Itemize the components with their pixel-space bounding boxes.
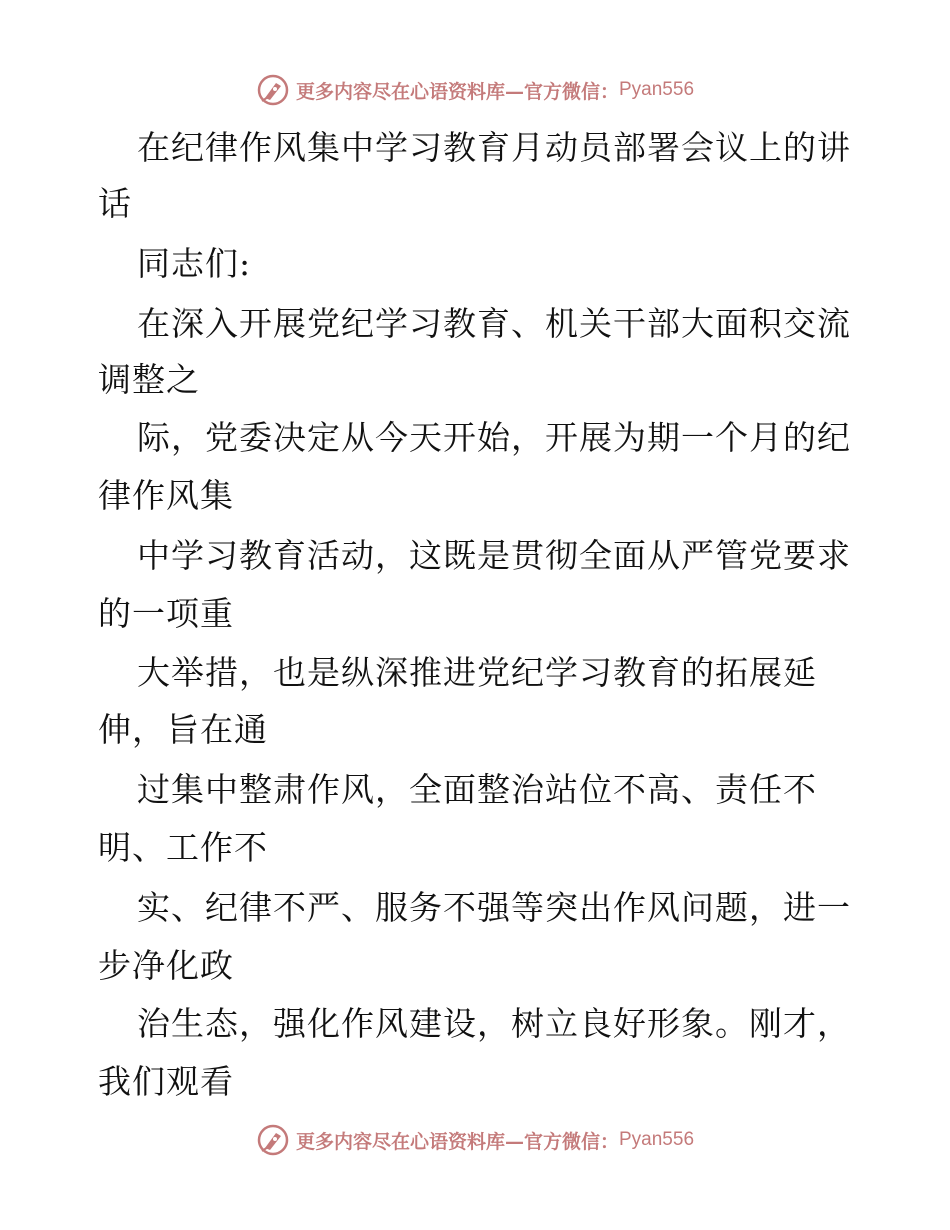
banner-text: 更多内容尽在心语资料库—官方微信： bbox=[295, 80, 619, 103]
paragraph-line: 在深入开展党纪学习教育、机关干部大面积交流 bbox=[137, 304, 851, 343]
banner-wechat-id: Pyan556 bbox=[619, 79, 695, 100]
paragraph-line: 过集中整肃作风，全面整治站位不高、责任不 bbox=[137, 770, 817, 809]
paragraph-line: 我们观看 bbox=[98, 1062, 234, 1101]
banner-text: 更多内容尽在心语资料库—官方微信： bbox=[295, 1130, 619, 1153]
paragraph-line: 际，党委决定从今天开始，开展为期一个月的纪 bbox=[137, 418, 851, 457]
paragraph-line: 实、纪律不严、服务不强等突出作风问题，进一 bbox=[137, 888, 851, 927]
pen-nib-icon bbox=[256, 1123, 290, 1157]
paragraph-line: 律作风集 bbox=[98, 476, 234, 515]
paragraph-line: 步净化政 bbox=[98, 946, 234, 985]
banner-wechat-id: Pyan556 bbox=[619, 1129, 695, 1150]
paragraph-line: 调整之 bbox=[98, 360, 200, 399]
paragraph-line: 中学习教育活动，这既是贯彻全面从严管党要求 bbox=[137, 536, 851, 575]
paragraph-line: 大举措，也是纵深推进党纪学习教育的拓展延 bbox=[137, 653, 817, 692]
salutation: 同志们: bbox=[137, 244, 252, 283]
paragraph-line: 的一项重 bbox=[98, 594, 234, 633]
title-line-1: 在纪律作风集中学习教育月动员部署会议上的讲 bbox=[137, 128, 851, 167]
paragraph-line: 治生态，强化作风建设，树立良好形象。刚才， bbox=[137, 1004, 851, 1043]
footer-banner bbox=[0, 1120, 950, 1160]
paragraph-line: 伸，旨在通 bbox=[98, 710, 268, 749]
header-banner bbox=[0, 70, 950, 110]
paragraph-line: 明、工作不 bbox=[98, 828, 268, 867]
pen-nib-icon bbox=[256, 73, 290, 107]
title-line-2: 话 bbox=[98, 184, 132, 223]
